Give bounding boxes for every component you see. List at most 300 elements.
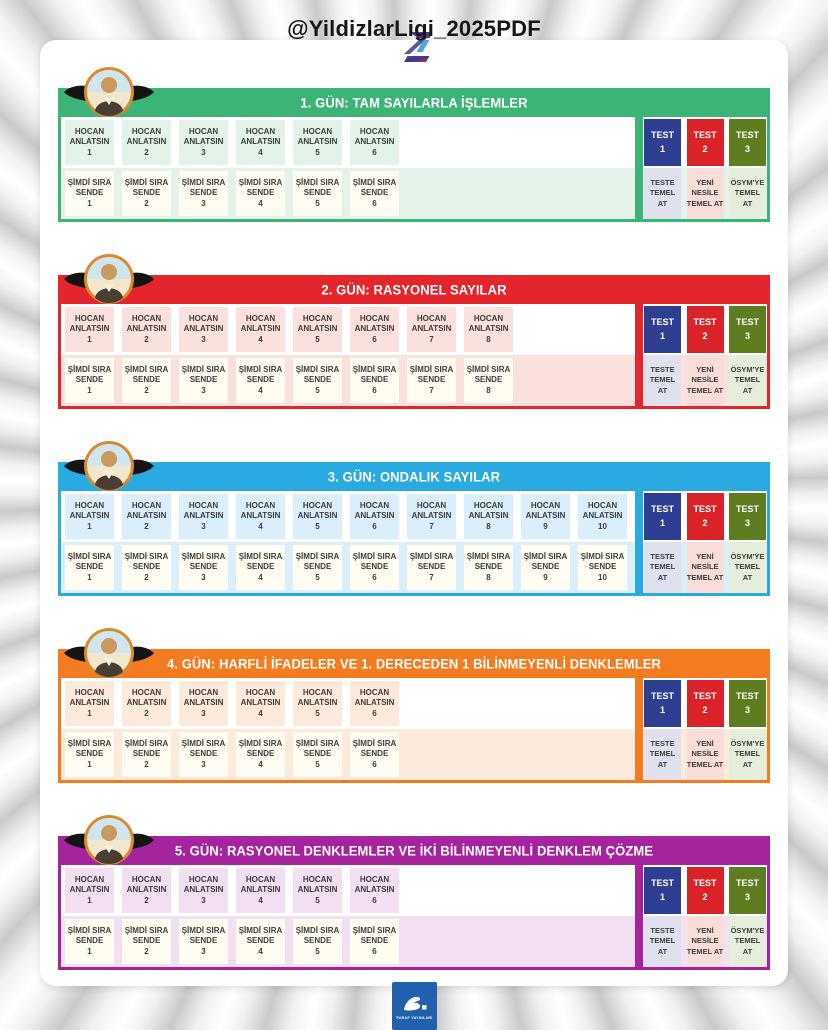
simdi-sira-sende-cell (179, 919, 228, 964)
cell-label-line: ANLATSIN (240, 698, 281, 708)
cell-label-line: ANLATSIN (468, 324, 509, 334)
cell-number: 1 (87, 759, 92, 769)
test-1-cell (644, 680, 681, 727)
cell-label-line: HOCAN (131, 874, 162, 884)
simdi-sira-sende-row (61, 355, 635, 406)
hocan-anlatsin-cell (122, 868, 171, 913)
cell-label-line: SENDE (360, 375, 389, 385)
temel-at-label-line: YENİ (696, 178, 714, 188)
temel-at-label-line: TEMEL (649, 562, 676, 572)
test-label-line: TEST (693, 691, 717, 701)
test-label-line: TEST (650, 504, 674, 514)
temel-at-label-line: ÖSYM'YE (730, 739, 765, 749)
cell-label-line: SENDE (189, 936, 218, 946)
cell-label-line: HOCAN (74, 874, 105, 884)
hocan-anlatsin-cell (179, 120, 228, 165)
cell-label-line: ANLATSIN (183, 885, 224, 895)
cell-number: 2 (144, 147, 149, 157)
hocan-anlatsin-cell (350, 307, 399, 352)
hocan-anlatsin-cell (179, 494, 228, 539)
cell-label-line: HOCAN (188, 874, 219, 884)
cell-label-line: ŞİMDİ SIRA (124, 364, 169, 374)
cell-label-line: HOCAN (245, 313, 276, 323)
simdi-sira-sende-cell (65, 732, 114, 777)
cell-number: 3 (201, 198, 206, 208)
cell-label-line: HOCAN (245, 874, 276, 884)
cell-number: 2 (144, 385, 149, 395)
test-label-line: TEST (693, 504, 717, 514)
test-2-cell (687, 867, 724, 914)
cell-label-line: SENDE (360, 749, 389, 759)
temel-at-cell (687, 168, 724, 219)
cell-label-line: ANLATSIN (69, 698, 110, 708)
cell-number: 7 (429, 572, 434, 582)
test-label-line: TEST (735, 317, 759, 327)
cell-label-line: SENDE (132, 188, 161, 198)
cell-label-line: HOCAN (131, 313, 162, 323)
temel-at-cell (729, 168, 766, 219)
simdi-sira-sende-cell (350, 358, 399, 403)
cell-number: 4 (258, 334, 263, 344)
cell-label-line: SENDE (246, 749, 275, 759)
cell-number: 2 (144, 895, 149, 905)
cell-label-line: ANLATSIN (183, 324, 224, 334)
cell-label-line: ANLATSIN (354, 137, 395, 147)
test-number: 1 (659, 704, 665, 715)
section-header (58, 88, 770, 117)
cell-label-line: ANLATSIN (69, 511, 110, 521)
test-label-line: TEST (693, 317, 717, 327)
cell-label-line: ŞİMDİ SIRA (295, 177, 340, 187)
temel-at-label-line: NESİLE (691, 749, 719, 759)
cell-label-line: ANLATSIN (411, 324, 452, 334)
test-label-line: TEST (735, 130, 759, 140)
test-number: 2 (702, 704, 708, 715)
cell-label-line: ŞİMDİ SIRA (409, 364, 454, 374)
section-header (58, 275, 770, 304)
temel-at-label-line: TESTE (650, 365, 675, 375)
cell-number: 1 (87, 946, 92, 956)
cell-number: 5 (315, 147, 320, 157)
temel-at-cell (729, 542, 766, 593)
temel-at-label-line: TEMEL (649, 936, 676, 946)
cell-label-line: SENDE (75, 562, 104, 572)
page-title: @YildizlarLigi_2025PDF (287, 16, 541, 41)
hocan-anlatsin-cell (179, 307, 228, 352)
cell-number: 8 (486, 385, 491, 395)
test-block (643, 304, 767, 406)
test-label-line: TEST (735, 691, 759, 701)
temel-at-cell (644, 542, 681, 593)
hocan-anlatsin-cell (350, 681, 399, 726)
cell-label-line: SENDE (303, 936, 332, 946)
test-block (643, 491, 767, 593)
cell-label-line: SENDE (189, 188, 218, 198)
simdi-sira-sende-cell (350, 732, 399, 777)
cell-label-line: HOCAN (473, 313, 504, 323)
cell-label-line: ŞİMDİ SIRA (67, 364, 112, 374)
cell-number: 4 (258, 759, 263, 769)
temel-at-row (643, 916, 767, 967)
simdi-sira-sende-row (61, 542, 635, 593)
cell-number: 5 (315, 334, 320, 344)
cell-label-line: ŞİMDİ SIRA (409, 551, 454, 561)
cell-label-line: ANLATSIN (354, 324, 395, 334)
cell-number: 5 (315, 198, 320, 208)
cell-label-line: SENDE (360, 936, 389, 946)
temel-at-label-line: AT (742, 759, 753, 769)
temel-at-cell (644, 916, 681, 967)
test-block (643, 678, 767, 780)
cell-label-line: ŞİMDİ SIRA (124, 925, 169, 935)
cell-label-line: HOCAN (245, 126, 276, 136)
test-buttons-row (643, 117, 767, 168)
cell-label-line: SENDE (132, 749, 161, 759)
cell-label-line: ANLATSIN (240, 511, 281, 521)
temel-at-label-line: TESTE (650, 552, 675, 562)
cell-number: 6 (372, 572, 377, 582)
simdi-sira-sende-row (61, 916, 635, 967)
lessons-area (61, 491, 635, 593)
hocan-anlatsin-cell (293, 120, 342, 165)
test-label-line: TEST (735, 878, 759, 888)
cell-number: 8 (486, 334, 491, 344)
test-buttons-row (643, 304, 767, 355)
cell-label-line: HOCAN (302, 874, 333, 884)
temel-at-cell (729, 355, 766, 406)
cell-label-line: SENDE (360, 188, 389, 198)
simdi-sira-sende-cell (65, 545, 114, 590)
cell-label-line: HOCAN (359, 126, 390, 136)
simdi-sira-sende-cell (293, 358, 342, 403)
cell-label-line: ŞİMDİ SIRA (352, 177, 397, 187)
cell-number: 2 (144, 708, 149, 718)
cell-label-line: HOCAN (416, 500, 447, 510)
test-buttons-row (643, 678, 767, 729)
cell-label-line: SENDE (588, 562, 617, 572)
temel-at-label-line: YENİ (696, 739, 714, 749)
section-body (58, 678, 770, 783)
cell-label-line: ANLATSIN (240, 137, 281, 147)
cell-label-line: SENDE (132, 375, 161, 385)
cell-label-line: ANLATSIN (297, 885, 338, 895)
cell-number: 6 (372, 198, 377, 208)
temel-at-label-line: YENİ (696, 365, 714, 375)
hocan-anlatsin-cell (65, 307, 114, 352)
hocan-anlatsin-cell (236, 307, 285, 352)
simdi-sira-sende-row (61, 729, 635, 780)
cell-number: 1 (87, 572, 92, 582)
test-label-line: TEST (650, 317, 674, 327)
cell-number: 4 (258, 708, 263, 718)
cell-label-line: ŞİMDİ SIRA (352, 364, 397, 374)
test-number: 3 (744, 330, 750, 341)
test-number: 3 (744, 143, 750, 154)
cell-label-line: HOCAN (188, 126, 219, 136)
cell-number: 1 (87, 147, 92, 157)
cell-number: 9 (543, 521, 548, 531)
temel-at-row (643, 168, 767, 219)
simdi-sira-sende-row (61, 168, 635, 219)
cell-label-line: ŞİMDİ SIRA (181, 925, 226, 935)
cell-label-line: ANLATSIN (297, 137, 338, 147)
cell-number: 4 (258, 572, 263, 582)
temel-at-label-line: AT (657, 759, 668, 769)
cell-number: 3 (201, 147, 206, 157)
temel-at-label-line: TEMEL AT (686, 385, 724, 395)
simdi-sira-sende-cell (578, 545, 627, 590)
hocan-anlatsin-cell (179, 681, 228, 726)
cell-label-line: ANLATSIN (69, 137, 110, 147)
cell-number: 3 (201, 521, 206, 531)
simdi-sira-sende-cell (350, 545, 399, 590)
cell-label-line: SENDE (75, 936, 104, 946)
section-day-5 (58, 836, 770, 970)
temel-at-label-line: TEMEL AT (686, 198, 724, 208)
cell-number: 3 (201, 946, 206, 956)
test-2-cell (687, 493, 724, 540)
hocan-anlatsin-cell (350, 868, 399, 913)
cell-label-line: HOCAN (131, 687, 162, 697)
cell-label-line: HOCAN (302, 313, 333, 323)
cell-label-line: HOCAN (359, 874, 390, 884)
cell-label-line: ŞİMDİ SIRA (295, 364, 340, 374)
cell-label-line: HOCAN (587, 500, 618, 510)
temel-at-cell (729, 916, 766, 967)
temel-at-cell (729, 729, 766, 780)
section-divider (635, 117, 643, 219)
cell-label-line: SENDE (246, 375, 275, 385)
test-number: 1 (659, 330, 665, 341)
hocan-anlatsin-cell (578, 494, 627, 539)
cell-number: 6 (372, 147, 377, 157)
temel-at-label-line: ÖSYM'YE (730, 178, 765, 188)
temel-at-cell (644, 355, 681, 406)
simdi-sira-sende-cell (350, 919, 399, 964)
test-number: 3 (744, 704, 750, 715)
cell-label-line: ŞİMDİ SIRA (295, 925, 340, 935)
cell-label-line: ANLATSIN (69, 885, 110, 895)
test-label-line: TEST (693, 878, 717, 888)
cell-label-line: ŞİMDİ SIRA (466, 364, 511, 374)
hocan-anlatsin-cell (236, 120, 285, 165)
test-number: 2 (702, 891, 708, 902)
test-block (643, 117, 767, 219)
cell-label-line: HOCAN (131, 126, 162, 136)
cell-number: 6 (372, 708, 377, 718)
cell-number: 6 (372, 385, 377, 395)
cell-label-line: ANLATSIN (126, 324, 167, 334)
cell-label-line: ANLATSIN (297, 324, 338, 334)
hocan-anlatsin-cell (350, 120, 399, 165)
cell-number: 5 (315, 521, 320, 531)
section-day-2 (58, 275, 770, 409)
cell-label-line: HOCAN (416, 313, 447, 323)
cell-number: 2 (144, 334, 149, 344)
simdi-sira-sende-cell (179, 358, 228, 403)
temel-at-label-line: ÖSYM'YE (730, 365, 765, 375)
cell-label-line: SENDE (75, 375, 104, 385)
day-sections-list (40, 40, 788, 1023)
cell-label-line: SENDE (246, 188, 275, 198)
cell-label-line: ŞİMDİ SIRA (352, 925, 397, 935)
section-divider (635, 865, 643, 967)
test-1-cell (644, 867, 681, 914)
cell-label-line: ŞİMDİ SIRA (67, 925, 112, 935)
section-title: 5. GÜN: RASYONEL DENKLEMLER VE İKİ BİLİNMEYENLİ DENKLEM ÇÖZME (174, 842, 654, 859)
hocan-anlatsin-cell (122, 307, 171, 352)
cell-label-line: ŞİMDİ SIRA (238, 551, 283, 561)
cell-number: 2 (144, 198, 149, 208)
cell-label-line: HOCAN (530, 500, 561, 510)
test-2-cell (687, 680, 724, 727)
cell-number: 3 (201, 334, 206, 344)
cell-number: 4 (258, 385, 263, 395)
hocan-anlatsin-cell (464, 494, 513, 539)
cell-label-line: SENDE (303, 375, 332, 385)
hocan-anlatsin-cell (65, 681, 114, 726)
hocan-anlatsin-row (61, 678, 635, 729)
temel-at-label-line: TEMEL (649, 375, 676, 385)
cell-label-line: SENDE (360, 562, 389, 572)
test-number: 3 (744, 891, 750, 902)
hocan-anlatsin-cell (464, 307, 513, 352)
test-label-line: TEST (650, 878, 674, 888)
cell-label-line: SENDE (189, 562, 218, 572)
cell-label-line: HOCAN (74, 313, 105, 323)
cell-label-line: HOCAN (188, 500, 219, 510)
lessons-area (61, 304, 635, 406)
cell-number: 2 (144, 572, 149, 582)
cell-number: 2 (144, 521, 149, 531)
cell-label-line: ŞİMDİ SIRA (580, 551, 625, 561)
cell-label-line: SENDE (246, 562, 275, 572)
cell-number: 5 (315, 895, 320, 905)
test-label-line: TEST (650, 130, 674, 140)
simdi-sira-sende-cell (521, 545, 570, 590)
cell-label-line: SENDE (303, 188, 332, 198)
content-card (40, 40, 788, 986)
paraf-mark-icon (401, 993, 429, 1015)
temel-at-label-line: AT (657, 385, 668, 395)
hocan-anlatsin-cell (293, 868, 342, 913)
simdi-sira-sende-cell (65, 171, 114, 216)
temel-at-row (643, 355, 767, 406)
cell-label-line: SENDE (531, 562, 560, 572)
cell-label-line: ŞİMDİ SIRA (124, 177, 169, 187)
test-buttons-row (643, 491, 767, 542)
test-label-line: TEST (650, 691, 674, 701)
test-number: 1 (659, 891, 665, 902)
cell-label-line: ŞİMDİ SIRA (295, 551, 340, 561)
temel-at-label-line: AT (657, 946, 668, 956)
section-day-1 (58, 88, 770, 222)
cell-number: 5 (315, 946, 320, 956)
cell-label-line: HOCAN (302, 687, 333, 697)
temel-at-label-line: YENİ (696, 552, 714, 562)
simdi-sira-sende-cell (122, 171, 171, 216)
cell-label-line: HOCAN (74, 500, 105, 510)
simdi-sira-sende-cell (179, 732, 228, 777)
cell-label-line: HOCAN (359, 500, 390, 510)
cell-label-line: SENDE (417, 562, 446, 572)
test-2-cell (687, 119, 724, 166)
test-number: 2 (702, 330, 708, 341)
test-label-line: TEST (735, 504, 759, 514)
simdi-sira-sende-cell (65, 919, 114, 964)
test-3-cell (729, 493, 766, 540)
temel-at-label-line: TEMEL (649, 188, 676, 198)
cell-label-line: ŞİMDİ SIRA (238, 925, 283, 935)
cell-number: 3 (201, 708, 206, 718)
temel-at-label-line: TEMEL (734, 375, 761, 385)
section-body (58, 304, 770, 409)
cell-label-line: ANLATSIN (126, 511, 167, 521)
temel-at-label-line: TEMEL (734, 749, 761, 759)
cell-label-line: SENDE (474, 375, 503, 385)
cell-label-line: HOCAN (188, 687, 219, 697)
cell-label-line: ŞİMDİ SIRA (67, 551, 112, 561)
simdi-sira-sende-cell (464, 358, 513, 403)
hocan-anlatsin-cell (293, 307, 342, 352)
simdi-sira-sende-cell (236, 171, 285, 216)
cell-number: 7 (429, 521, 434, 531)
simdi-sira-sende-cell (179, 545, 228, 590)
lessons-area (61, 117, 635, 219)
cell-number: 7 (429, 385, 434, 395)
hocan-anlatsin-cell (407, 494, 456, 539)
cell-label-line: ANLATSIN (525, 511, 566, 521)
simdi-sira-sende-cell (407, 358, 456, 403)
cell-number: 1 (87, 198, 92, 208)
cell-label-line: HOCAN (359, 687, 390, 697)
cell-label-line: HOCAN (359, 313, 390, 323)
cell-label-line: ANLATSIN (468, 511, 509, 521)
cell-label-line: ŞİMDİ SIRA (238, 364, 283, 374)
section-title: 4. GÜN: HARFLİ İFADELER VE 1. DERECEDEN 1 BİLİNMEYENLİ DENKLEMLER (166, 655, 662, 672)
temel-at-row (643, 729, 767, 780)
cell-label-line: HOCAN (245, 687, 276, 697)
temel-at-row (643, 542, 767, 593)
cell-number: 6 (372, 759, 377, 769)
temel-at-label-line: AT (742, 385, 753, 395)
cell-label-line: ŞİMDİ SIRA (124, 738, 169, 748)
section-header (58, 649, 770, 678)
cell-number: 10 (598, 521, 607, 531)
simdi-sira-sende-cell (236, 358, 285, 403)
cell-label-line: SENDE (474, 562, 503, 572)
hocan-anlatsin-cell (293, 681, 342, 726)
test-number: 2 (702, 143, 708, 154)
cell-number: 3 (201, 895, 206, 905)
section-divider (635, 678, 643, 780)
hocan-anlatsin-cell (122, 120, 171, 165)
cell-label-line: HOCAN (74, 687, 105, 697)
section-body (58, 117, 770, 222)
cell-label-line: ŞİMDİ SIRA (466, 551, 511, 561)
cell-label-line: ANLATSIN (183, 698, 224, 708)
temel-at-label-line: TEMEL (734, 188, 761, 198)
cell-number: 1 (87, 708, 92, 718)
simdi-sira-sende-cell (179, 171, 228, 216)
cell-label-line: SENDE (303, 749, 332, 759)
hocan-anlatsin-cell (236, 681, 285, 726)
cell-label-line: SENDE (189, 749, 218, 759)
cell-number: 1 (87, 334, 92, 344)
simdi-sira-sende-cell (464, 545, 513, 590)
cell-label-line: ANLATSIN (297, 698, 338, 708)
simdi-sira-sende-cell (293, 545, 342, 590)
